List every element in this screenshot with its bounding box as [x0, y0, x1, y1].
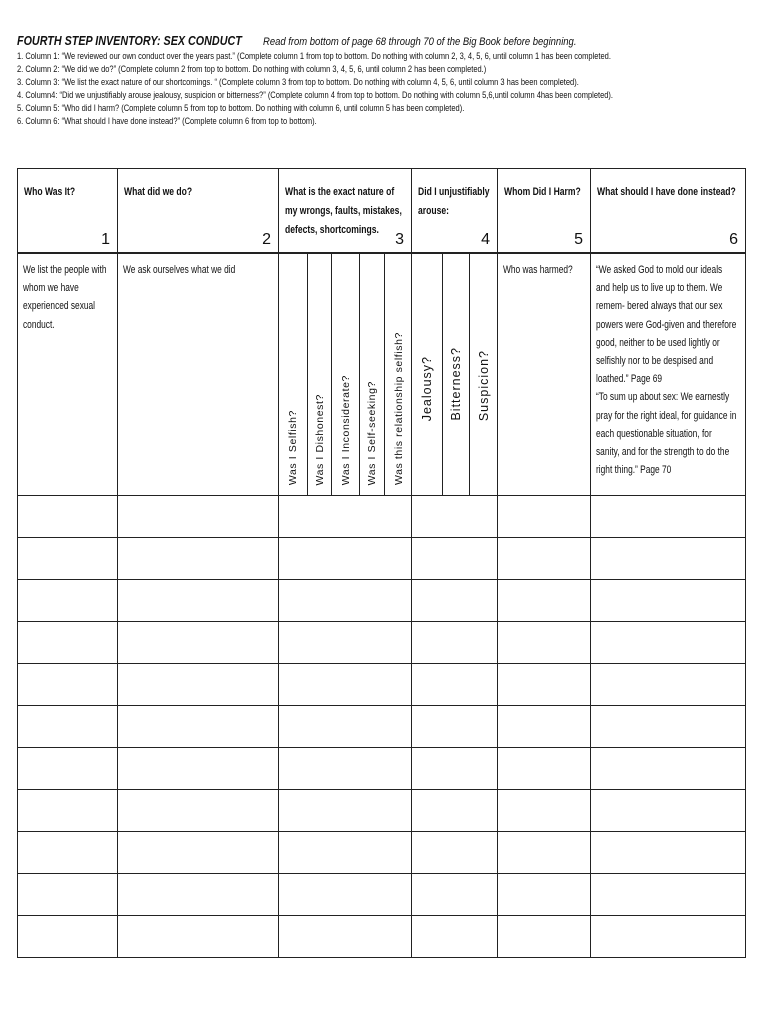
col-header-6-number: 6	[729, 231, 738, 248]
entry-cell-arouse[interactable]	[412, 622, 498, 664]
entry-cell-instead[interactable]	[591, 664, 746, 706]
q-inconsiderate-cell	[331, 254, 359, 495]
entry-cell-who[interactable]	[18, 622, 118, 664]
entry-cell-who[interactable]	[18, 748, 118, 790]
col-header-2-label: What did we do?	[124, 186, 193, 198]
entry-cell-instead[interactable]	[591, 874, 746, 916]
col-header-4-number: 4	[481, 231, 490, 248]
col-header-3	[279, 169, 412, 254]
entry-cell-harm[interactable]	[498, 622, 591, 664]
instruction-1: 1. Column 1: “We reviewed our own conduct over the years past.” (Complete column 1 from top to bottom. Do nothing with column 2, 3, 4, 5, 6, until column 1 has been completed.	[17, 50, 611, 61]
entry-cell-arouse[interactable]	[412, 790, 498, 832]
entry-cell-instead[interactable]	[591, 538, 746, 580]
entry-cell-who[interactable]	[18, 664, 118, 706]
col-header-1-number: 1	[101, 231, 110, 248]
entry-cell-harm[interactable]	[498, 496, 591, 538]
entry-cell-arouse[interactable]	[412, 706, 498, 748]
table-row	[18, 580, 746, 622]
example-col-3	[279, 253, 412, 496]
page-subtitle: Read from bottom of page 68 through 70 of the Big Book before beginning.	[262, 36, 577, 48]
q-bitterness: Bitterness?	[449, 347, 463, 421]
q-selfish: Was I Selfish?	[287, 409, 299, 485]
entry-cell-harm[interactable]	[498, 832, 591, 874]
entry-cell-arouse[interactable]	[412, 832, 498, 874]
col-header-5-number: 5	[574, 231, 583, 248]
entry-cell-what[interactable]	[118, 622, 279, 664]
entry-cell-instead[interactable]	[591, 622, 746, 664]
col-header-6	[591, 169, 746, 254]
q-suspicion: Suspicion?	[477, 349, 491, 421]
table-row	[18, 622, 746, 664]
entry-cell-arouse[interactable]	[412, 580, 498, 622]
entry-cell-harm[interactable]	[498, 874, 591, 916]
q-bitterness-cell	[442, 254, 469, 495]
entry-cell-instead[interactable]	[591, 580, 746, 622]
entry-cell-what[interactable]	[118, 874, 279, 916]
col-header-2	[118, 169, 279, 254]
table-row	[18, 538, 746, 580]
entry-cell-what[interactable]	[118, 706, 279, 748]
col-header-5	[498, 169, 591, 254]
entry-cell-instead[interactable]	[591, 832, 746, 874]
entry-cell-harm[interactable]	[498, 580, 591, 622]
big-book-quote-page-70: “To sum up about sex: We earnestly pray for the right ideal, for guidance in each questionable situation, for sanity, and for the strength to do the right thing.” Page 70	[596, 391, 737, 477]
instruction-6: 6. Column 6: “What should I have done instead?” (Complete column 6 from top to bottom).	[17, 114, 317, 126]
big-book-quote-page-69: “We asked God to mold our ideals and help us to live up to them. We remem- bered always that our sex powers were God-given and therefore good, neither to be used lightly or selfishly nor to be despised and loathed.” Page 69	[596, 264, 737, 386]
header-row	[18, 169, 746, 254]
entry-cell-who[interactable]	[18, 580, 118, 622]
entry-cell-what[interactable]	[118, 664, 279, 706]
example-col-2	[118, 253, 279, 496]
entry-cell-nature[interactable]	[279, 874, 412, 916]
table-row	[18, 748, 746, 790]
table-row	[18, 664, 746, 706]
entry-cell-nature[interactable]	[279, 916, 412, 958]
example-instead-text	[596, 261, 737, 479]
col-header-6-label: What should I have done instead?	[597, 186, 736, 198]
entry-cell-who[interactable]	[18, 916, 118, 958]
q-self-seeking: Was I Self-seeking?	[366, 380, 378, 485]
entry-cell-what[interactable]	[118, 580, 279, 622]
entry-cell-what[interactable]	[118, 916, 279, 958]
entry-cell-nature[interactable]	[279, 748, 412, 790]
entry-cell-nature[interactable]	[279, 622, 412, 664]
q-relationship-selfish: Was this relationship selfish?	[392, 331, 405, 485]
entry-cell-arouse[interactable]	[412, 538, 498, 580]
table-row	[18, 874, 746, 916]
instruction-3: 3. Column 3: “We list the exact nature of our shortcomings. “ (Complete column 3 from top to bottom. Do nothing with column 4, 5, 6, until column 3 has been completed).	[17, 75, 579, 87]
example-what-text: We ask ourselves what we did	[123, 264, 236, 276]
entry-cell-nature[interactable]	[279, 538, 412, 580]
instruction-2: 2. Column 2: “We did we do?” (Complete column 2 from top to bottom. Do nothing with column 3, 4, 5, 6, until column 2 has been completed.)	[17, 62, 487, 74]
entry-cell-instead[interactable]	[591, 916, 746, 958]
entry-cell-harm[interactable]	[498, 664, 591, 706]
q-jealousy-cell	[412, 254, 442, 495]
page-title: FOURTH STEP INVENTORY: SEX CONDUCT	[17, 34, 242, 48]
q-inconsiderate: Was I Inconsiderate?	[339, 374, 352, 485]
entry-cell-nature[interactable]	[279, 664, 412, 706]
q-dishonest: Was I Dishonest?	[313, 393, 326, 485]
example-who-text: We list the people with whom we have experienced sexual conduct.	[23, 264, 107, 331]
col-header-5-label: Whom Did I Harm?	[504, 186, 581, 198]
title-line	[17, 33, 757, 50]
q-suspicion-cell	[469, 254, 498, 495]
entry-cell-arouse[interactable]	[412, 874, 498, 916]
entry-cell-instead[interactable]	[591, 790, 746, 832]
page-header	[17, 33, 757, 127]
entry-cell-harm[interactable]	[498, 790, 591, 832]
entry-cell-instead[interactable]	[591, 706, 746, 748]
entry-cell-who[interactable]	[18, 706, 118, 748]
entry-cell-nature[interactable]	[279, 580, 412, 622]
q-selfish-cell	[279, 254, 307, 495]
table-row	[18, 496, 746, 538]
entry-cell-harm[interactable]	[498, 538, 591, 580]
col-header-4-label: Did I unjustifiably arouse:	[418, 186, 490, 217]
entry-cell-what[interactable]	[118, 790, 279, 832]
inventory-table	[17, 168, 746, 958]
entry-cell-who[interactable]	[18, 538, 118, 580]
instruction-4: 4. Column4: “Did we unjustifiably arouse jealousy, suspicion or bitterness?” (Complete column 4 from top to bottom. Do nothing with column 5,6,until column 4has been completed).	[17, 88, 613, 100]
example-col-6	[591, 253, 746, 496]
entry-cell-nature[interactable]	[279, 790, 412, 832]
entry-cell-who[interactable]	[18, 496, 118, 538]
entry-cell-arouse[interactable]	[412, 664, 498, 706]
col-header-3-label: What is the exact nature of my wrongs, faults, mistakes, defects, shortcomings.	[285, 186, 402, 236]
entry-cell-nature[interactable]	[279, 706, 412, 748]
entry-cell-who[interactable]	[18, 832, 118, 874]
entry-cell-nature[interactable]	[279, 832, 412, 874]
entry-cell-arouse[interactable]	[412, 496, 498, 538]
entry-cell-harm[interactable]	[498, 706, 591, 748]
example-row	[18, 253, 746, 496]
table-row	[18, 916, 746, 958]
table-row	[18, 790, 746, 832]
q-dishonest-cell	[307, 254, 331, 495]
entry-cell-what[interactable]	[118, 748, 279, 790]
col-header-2-number: 2	[262, 231, 271, 248]
table-row	[18, 832, 746, 874]
entry-cell-arouse[interactable]	[412, 916, 498, 958]
q-relationship-cell	[384, 254, 412, 495]
entry-cell-arouse[interactable]	[412, 748, 498, 790]
col-header-1-label: Who Was It?	[24, 186, 76, 198]
example-harmed-text: Who was harmed?	[503, 264, 573, 276]
entry-cell-instead[interactable]	[591, 748, 746, 790]
entry-cell-harm[interactable]	[498, 748, 591, 790]
col-header-4	[412, 169, 498, 254]
entry-cell-who[interactable]	[18, 874, 118, 916]
entry-cell-who[interactable]	[18, 790, 118, 832]
entry-cell-instead[interactable]	[591, 496, 746, 538]
col-header-1	[18, 169, 118, 254]
instruction-5: 5. Column 5: “Who did I harm? (Complete column 5 from top to bottom. Do nothing with column 6, until column 5 has been completed).	[17, 101, 465, 113]
entry-cell-what[interactable]	[118, 496, 279, 538]
entry-cell-what[interactable]	[118, 538, 279, 580]
q-jealousy: Jealousy?	[420, 355, 434, 421]
example-col-4	[412, 253, 498, 496]
example-col-5	[498, 253, 591, 496]
example-col-1	[18, 253, 118, 496]
col-header-3-number: 3	[395, 231, 404, 248]
entry-cell-harm[interactable]	[498, 916, 591, 958]
table-row	[18, 706, 746, 748]
entry-cell-what[interactable]	[118, 832, 279, 874]
entry-cell-nature[interactable]	[279, 496, 412, 538]
q-self-seeking-cell	[359, 254, 384, 495]
